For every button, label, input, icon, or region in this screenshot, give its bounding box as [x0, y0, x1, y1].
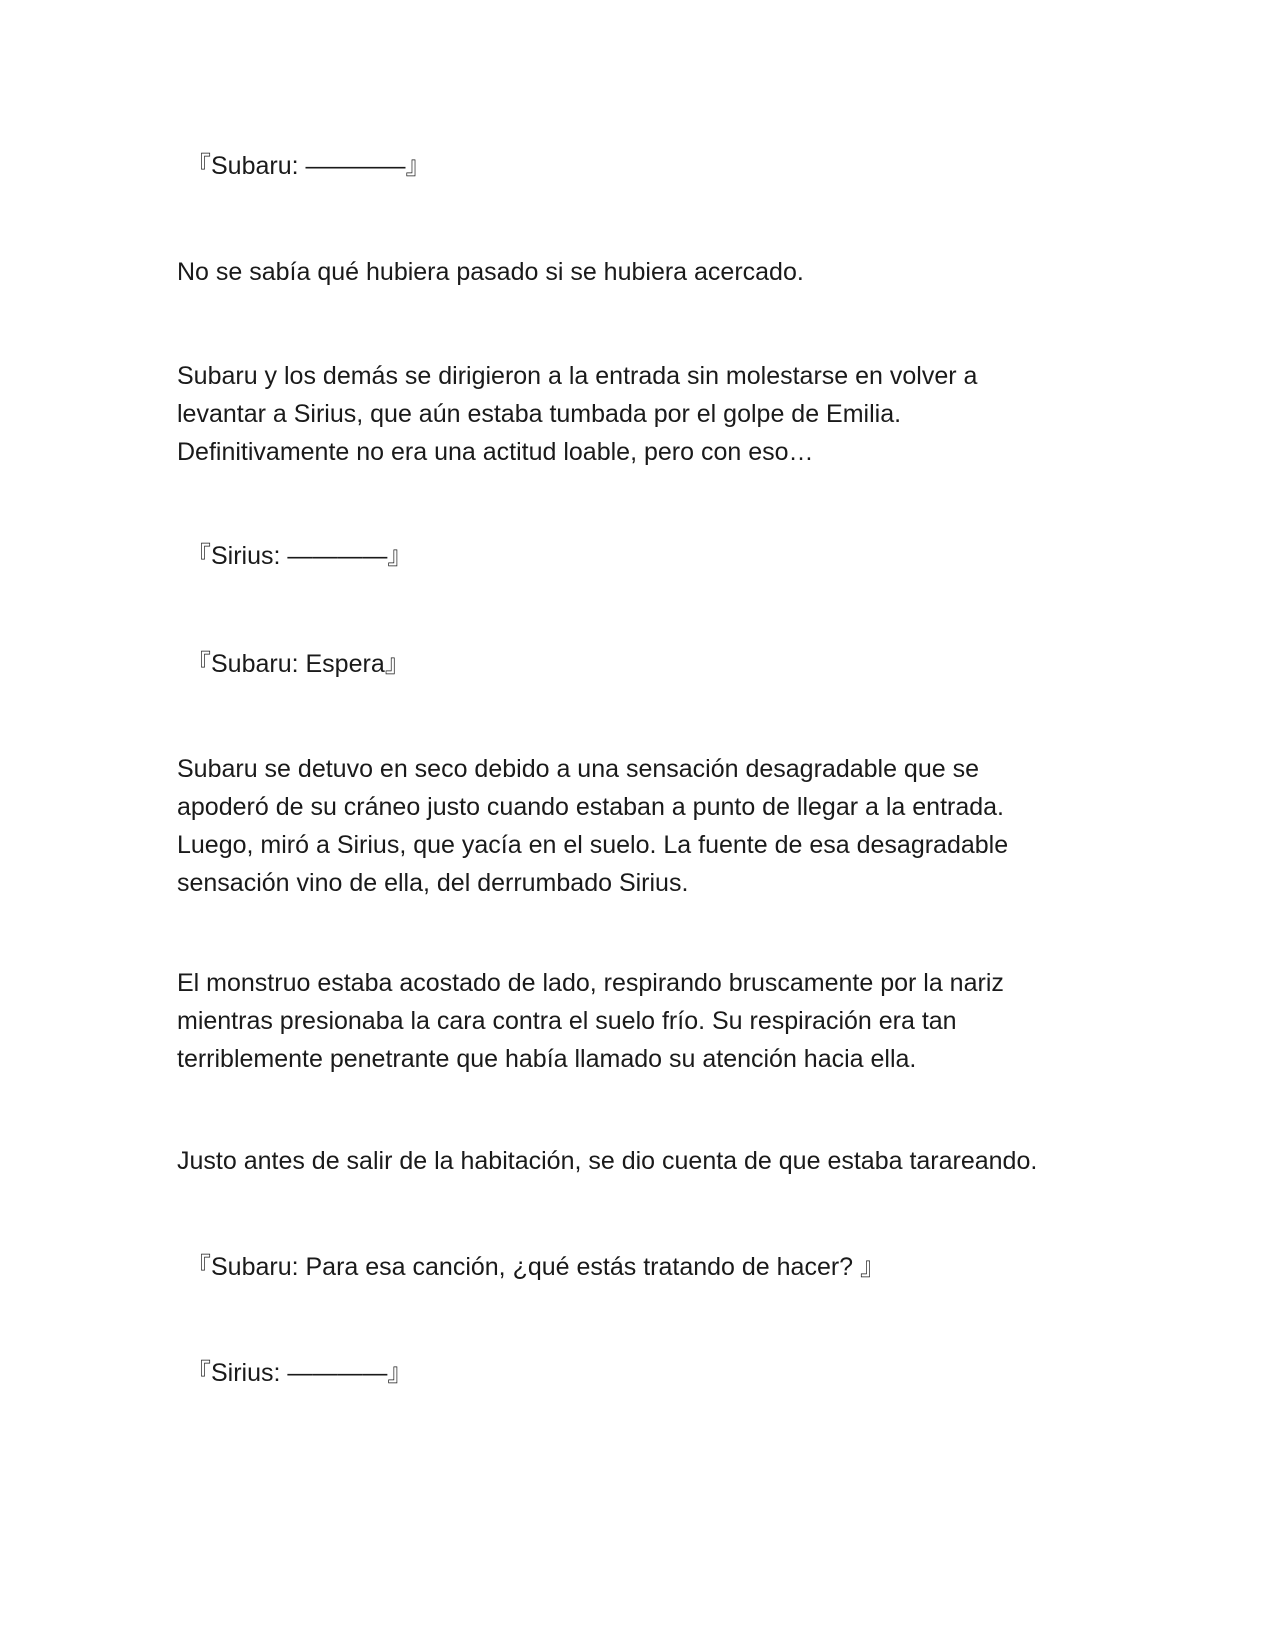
dialogue-sirius-1	[186, 537, 1116, 575]
text-line: sensación vino de ella, del derrumbado Sirius.	[177, 869, 689, 897]
text-line: 『Subaru: Espera』	[186, 650, 410, 678]
text-line: Luego, miró a Sirius, que yacía en el suelo. La fuente de esa desagradable	[177, 831, 1009, 859]
text-line: Subaru y los demás se dirigieron a la entrada sin molestarse en volver a	[177, 362, 978, 390]
text-line: 『Subaru: Para esa canción, ¿qué estás tratando de hacer? 』	[186, 1253, 886, 1281]
text-line: Subaru se detuvo en seco debido a una sensación desagradable que se	[177, 755, 979, 783]
text-line: 『Sirius: ————』	[186, 542, 413, 570]
text-line: Justo antes de salir de la habitación, se dio cuenta de que estaba tarareando.	[177, 1147, 1038, 1175]
dialogue-sirius-2	[186, 1354, 1116, 1392]
text-line: terriblemente penetrante que había llamado su atención hacia ella.	[177, 1045, 917, 1073]
text-line: No se sabía qué hubiera pasado si se hubiera acercado.	[177, 258, 804, 286]
text-line: 『Subaru: ————』	[186, 152, 431, 180]
dialogue-subaru-1	[186, 147, 1116, 185]
narration-paragraph-4	[177, 964, 1107, 1078]
narration-paragraph-1	[177, 253, 1107, 291]
dialogue-subaru-3	[186, 1248, 1116, 1286]
narration-paragraph-2	[177, 357, 1107, 471]
text-line: levantar a Sirius, que aún estaba tumbada por el golpe de Emilia.	[177, 400, 902, 428]
text-line: El monstruo estaba acostado de lado, respirando bruscamente por la nariz	[177, 969, 1004, 997]
text-line: mientras presionaba la cara contra el suelo frío. Su respiración era tan	[177, 1007, 957, 1035]
narration-paragraph-5	[177, 1142, 1107, 1180]
narration-paragraph-3	[177, 750, 1107, 902]
dialogue-subaru-2	[186, 645, 1116, 683]
text-line: apoderó de su cráneo justo cuando estaban a punto de llegar a la entrada.	[177, 793, 1005, 821]
text-line: 『Sirius: ————』	[186, 1359, 413, 1387]
text-line: Definitivamente no era una actitud loable, pero con eso…	[177, 438, 814, 466]
